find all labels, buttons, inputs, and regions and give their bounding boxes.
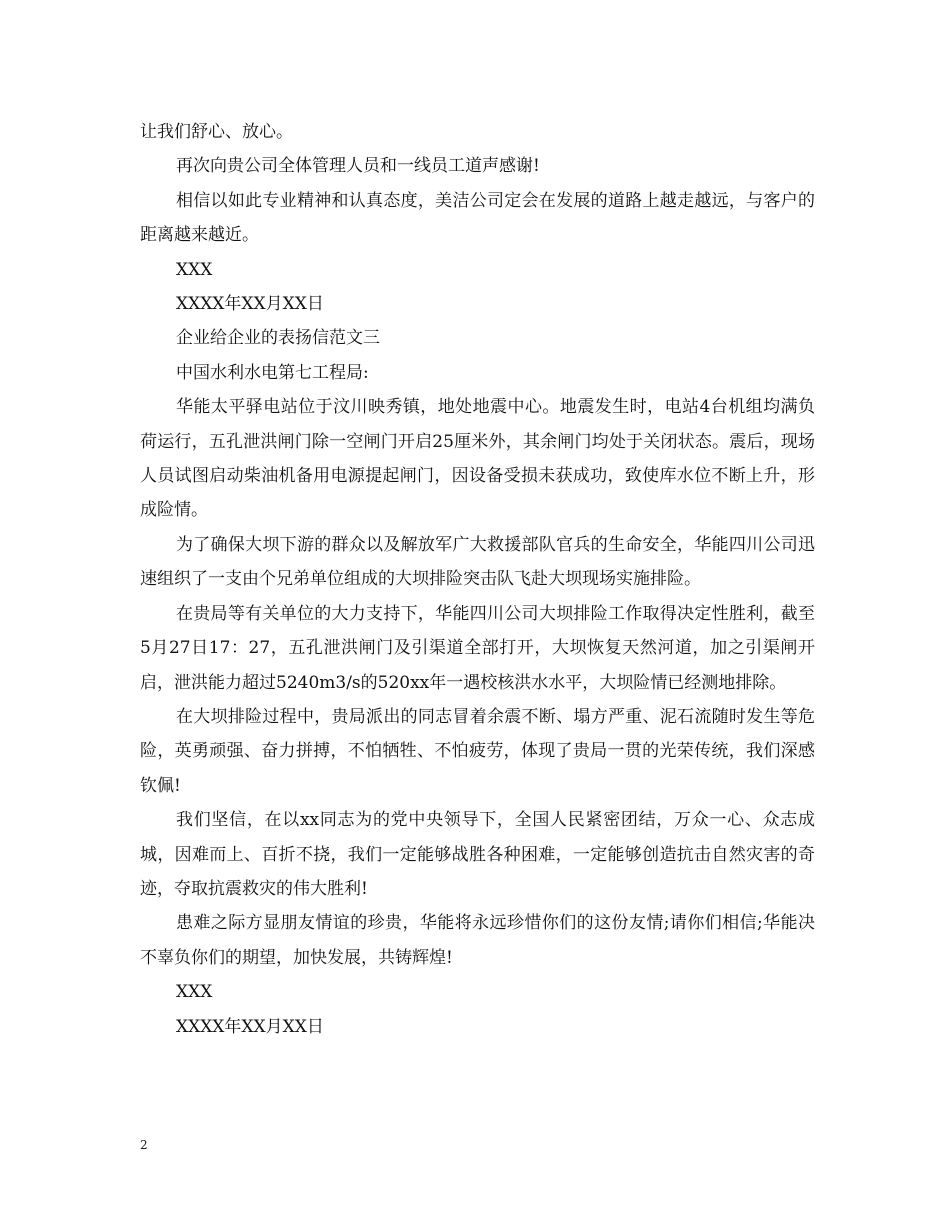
paragraph-praise: 在大坝排险过程中，贵局派出的同志冒着余震不断、塌方严重、泥石流随时发生等危险，英勇顽强、奋力拼搏，不怕牺牲、不怕疲劳，体现了贵局一贯的光荣传统，我们深感钦佩! xyxy=(140,706,815,796)
paragraph-thanks: 再次向贵公司全体管理人员和一线员工道声感谢! xyxy=(176,156,540,177)
document-body xyxy=(140,115,815,1044)
paragraph-friendship: 患难之际方显朋友情谊的珍贵，华能将永远珍惜你们的这份友情;请你们相信;华能决不辜负你们的期望，加快发展，共铸辉煌! xyxy=(140,913,815,968)
signature-date-1: XXXX年XX月XX日 xyxy=(176,294,324,315)
paragraph-rescue-team: 为了确保大坝下游的群众以及解放军广大救援部队官兵的生命安全，华能四川公司迅速组织了一支由个兄弟单位组成的大坝排险突击队飞赴大坝现场实施排险。 xyxy=(140,534,815,590)
letter-salutation: 中国水利水电第七工程局: xyxy=(176,362,369,383)
paragraph-situation: 华能太平驿电站位于汶川映秀镇，地处地震中心。地震发生时，电站4台机组均满负荷运行，五孔泄洪闸门除一空闸门开启25厘米外，其余闸门均处于关闭状态。震后，现场人员试图启动柴油机备用电源提起闸门，因设备受损未获成功，致使库水位不断上升，形成险情。 xyxy=(140,397,815,521)
page-number: 2 xyxy=(140,1138,148,1152)
paragraph-belief: 我们坚信，在以xx同志为的党中央领导下，全国人民紧密团结，万众一心、众志成城，因难而上、百折不挠，我们一定能够战胜各种困难，一定能够创造抗击自然灾害的奇迹，夺取抗震救灾的伟大胜利! xyxy=(140,810,815,899)
signature-name-2: XXX xyxy=(176,982,213,1003)
paragraph-intro-line: 让我们舒心、放心。 xyxy=(140,122,293,142)
signature-date-2: XXXX年XX月XX日 xyxy=(176,1016,324,1037)
paragraph-confidence: 相信以如此专业精神和认真态度，美洁公司定会在发展的道路上越走越远，与客户的距离越来越近。 xyxy=(140,190,815,246)
paragraph-victory: 在贵局等有关单位的大力支持下，华能四川公司大坝排险工作取得决定性胜利，截至5月27日17：27，五孔泄洪闸门及引渠道全部打开，大坝恢复天然河道，加之引渠闸开启，泄洪能力超过5240m3/s的520xx年一遇校核洪水水平，大坝险情已经测地排除。 xyxy=(140,603,815,693)
section-heading: 企业给企业的表扬信范文三 xyxy=(176,328,380,349)
signature-name-1: XXX xyxy=(176,259,213,280)
